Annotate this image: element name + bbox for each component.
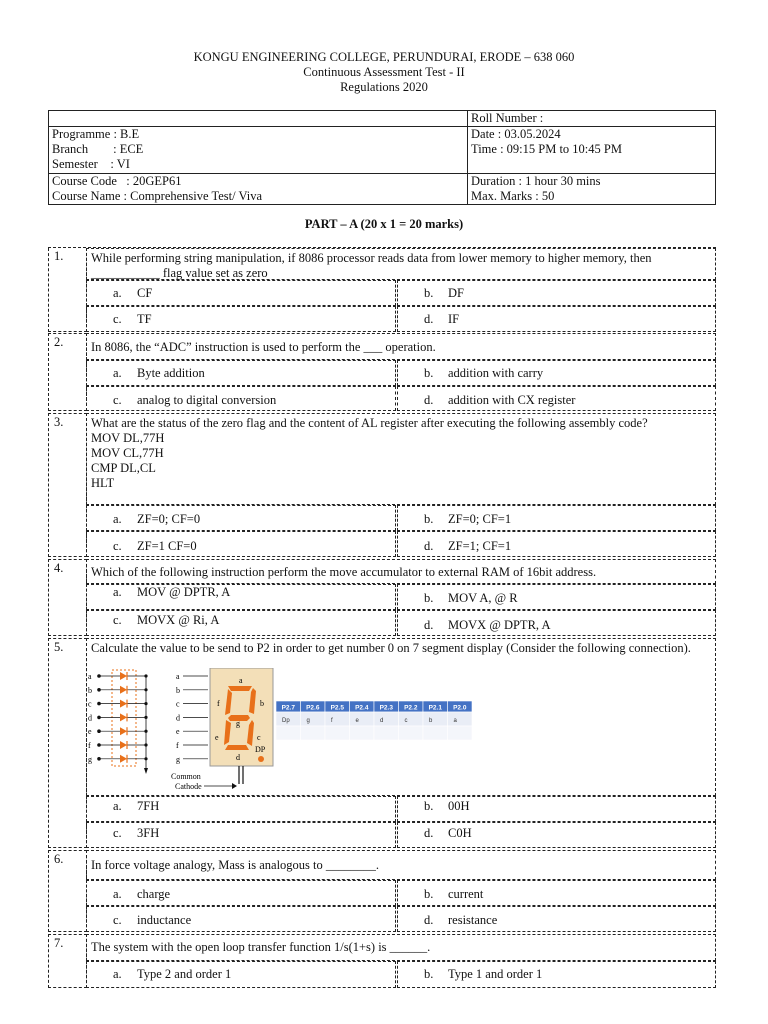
port-seg-cell [350,712,375,726]
option-b[interactable]: b. current [397,880,716,906]
led-diode-icon [120,672,127,680]
option-d[interactable]: d. MOVX @ DPTR, A [397,610,716,636]
course-name: Course Name : Comprehensive Test/ Viva [52,189,263,203]
port-header: P2.5 [330,704,344,712]
segment-pin-label: c [176,699,180,709]
option-a[interactable]: a. Byte addition [86,360,396,386]
port-header: P2.7 [281,704,295,712]
question-2 [48,333,716,411]
segment-pin-label: a [176,672,180,681]
option-d[interactable]: d. IF [397,306,716,332]
question-number: 6. [54,852,64,866]
segment-label: g [236,719,240,728]
option-b[interactable]: b. addition with carry [397,360,716,386]
led-diode-icon [120,755,127,763]
led-diode-icon [120,686,127,694]
question-text: The system with the open loop transfer function 1/s(1+s) is ______. [86,934,716,961]
port-seg: g [306,718,310,724]
port-empty-cell [448,726,473,740]
course-code: Course Code : 20GEP61 [52,174,182,188]
question-text: In 8086, the “ADC” instruction is used to perform the ___ operation. [86,333,716,360]
segment-pin-label: g [176,754,180,764]
seven-segment-diagram [86,668,486,796]
code-line: HLT [91,476,115,490]
port-seg: e [355,718,359,724]
question-number: 7. [54,936,64,950]
option-c[interactable]: c. TF [86,306,396,332]
regulations: Regulations 2020 [340,80,428,94]
option-c[interactable]: c. analog to digital conversion [86,386,396,411]
pin-label: g [88,754,92,764]
port-empty-cell [350,726,375,740]
option-a[interactable]: a. MOV @ DPTR, A [86,584,396,610]
option-b[interactable]: b. ZF=0; CF=1 [397,505,716,531]
option-c[interactable]: c. ZF=1 CF=0 [86,531,396,557]
question-text: In force voltage analogy, Mass is analogous to ________. [86,850,716,880]
segment-label: e [215,733,219,742]
port-seg-cell [325,712,350,726]
question-text: While performing string manipulation, if 8086 processor reads data from lower memory to higher memory, then ___________ flag value set as zero [86,248,716,280]
port-seg-cell [423,712,448,726]
option-b[interactable]: b. Type 1 and order 1 [397,961,716,988]
branch: Branch : ECE [52,142,144,156]
option-a[interactable]: a. CF [86,280,396,306]
segment-pin-label: d [176,713,180,723]
question-text: Calculate the value to be send to P2 in order to get number 0 on 7 segment display (Consider the following connection). [86,638,716,796]
ground-arrow-icon [144,768,148,774]
question-1 [48,247,716,332]
exam-time: Time : 09:15 PM to 10:45 PM [471,142,622,156]
port-empty-cell [399,726,424,740]
port-seg: c [404,718,408,724]
segment-pin-label: b [176,685,180,695]
segment-pin-label: e [176,727,180,737]
question-3 [48,413,716,557]
port-empty-cell [301,726,326,740]
segment-label: c [257,733,261,742]
port-header: P2.4 [355,704,369,712]
programme: Programme : B.E [52,127,140,141]
port-seg-cell [448,712,473,726]
port-empty-cell [423,726,448,740]
port-empty-cell [325,726,350,740]
question-text: Which of the following instruction perform the move accumulator to external RAM of 16bit address. [86,559,716,584]
common-label: Cathode [175,782,202,791]
question-number: 5. [54,640,64,654]
option-d[interactable]: d. resistance [397,906,716,932]
pin-label: b [88,685,92,695]
question-number: 2. [54,335,64,349]
code-line: CMP DL,CL [91,461,156,475]
arrow-icon [232,783,237,789]
college-name: KONGU ENGINEERING COLLEGE, PERUNDURAI, ERODE – 638 060 [193,50,575,64]
port-empty-cell [374,726,399,740]
pin-label: f [88,741,91,750]
port-seg: b [429,718,433,724]
option-b[interactable]: b. MOV A, @ R [397,584,716,610]
option-c[interactable]: c. inductance [86,906,396,932]
part-title: PART – A (20 x 1 = 20 marks) [304,217,464,231]
option-d[interactable]: d. ZF=1; CF=1 [397,531,716,557]
question-number: 4. [54,561,64,575]
question-number: 1. [54,249,64,263]
segment-label: f [217,699,220,708]
segment-d [225,745,249,750]
test-name: Continuous Assessment Test - II [303,65,465,79]
option-a[interactable]: a. Type 2 and order 1 [86,961,396,988]
led-diode-icon [120,741,127,749]
option-c[interactable]: c. MOVX @ Ri, A [86,610,396,636]
port-header: P2.1 [428,704,442,712]
led-diode-icon [120,727,127,735]
segment-label: a [239,676,243,685]
segment-label: d [236,753,240,762]
exam-date: Date : 03.05.2024 [471,127,561,141]
option-a[interactable]: a. ZF=0; CF=0 [86,505,396,531]
pin-label: e [88,727,92,737]
port-seg: Dp [282,718,290,724]
led-diode-icon [120,713,127,721]
segment-dp [258,756,264,762]
option-d[interactable]: d. addition with CX register [397,386,716,411]
question-text: What are the status of the zero flag and the content of AL register after executing the following assembly code? MOV DL,77H MOV CL,77H CMP DL,CL HLT [86,413,716,505]
max-marks: Max. Marks : 50 [471,189,555,203]
port-header: P2.0 [453,704,467,712]
led-diode-icon [120,700,127,708]
pin-label: c [88,699,92,709]
segment-label: DP [255,745,266,754]
port-seg-cell [374,712,399,726]
option-b[interactable]: b. DF [397,280,716,306]
segment-label: b [260,699,264,708]
option-a[interactable]: a. charge [86,880,396,906]
roll-number: Roll Number : [468,111,716,127]
option-d[interactable]: d. C0H [397,822,716,848]
port-header: P2.6 [306,704,320,712]
option-b[interactable]: b. 00H [397,796,716,822]
port-header: P2.2 [404,704,418,712]
semester: Semester : VI [52,157,130,171]
pin-label: a [88,672,92,681]
port-seg-cell [399,712,424,726]
option-c[interactable]: c. 3FH [86,822,396,848]
question-number: 3. [54,415,64,429]
code-line: MOV DL,77H [91,431,165,445]
question-6 [48,850,716,932]
exam-info-table [48,110,716,205]
port-seg: d [380,718,384,724]
common-label: Common [171,772,201,781]
port-seg: f [331,718,333,724]
pin-label: d [88,713,92,723]
segment-a [228,686,252,691]
segment-pin-label: f [176,741,179,750]
port-seg: a [453,718,457,724]
port-header: P2.3 [379,704,393,712]
port-seg-cell [301,712,326,726]
duration: Duration : 1 hour 30 mins [471,174,601,188]
code-line: MOV CL,77H [91,446,164,460]
question-4 [48,559,716,636]
port-empty-cell [276,726,301,740]
option-a[interactable]: a. 7FH [86,796,396,822]
question-7 [48,934,716,988]
